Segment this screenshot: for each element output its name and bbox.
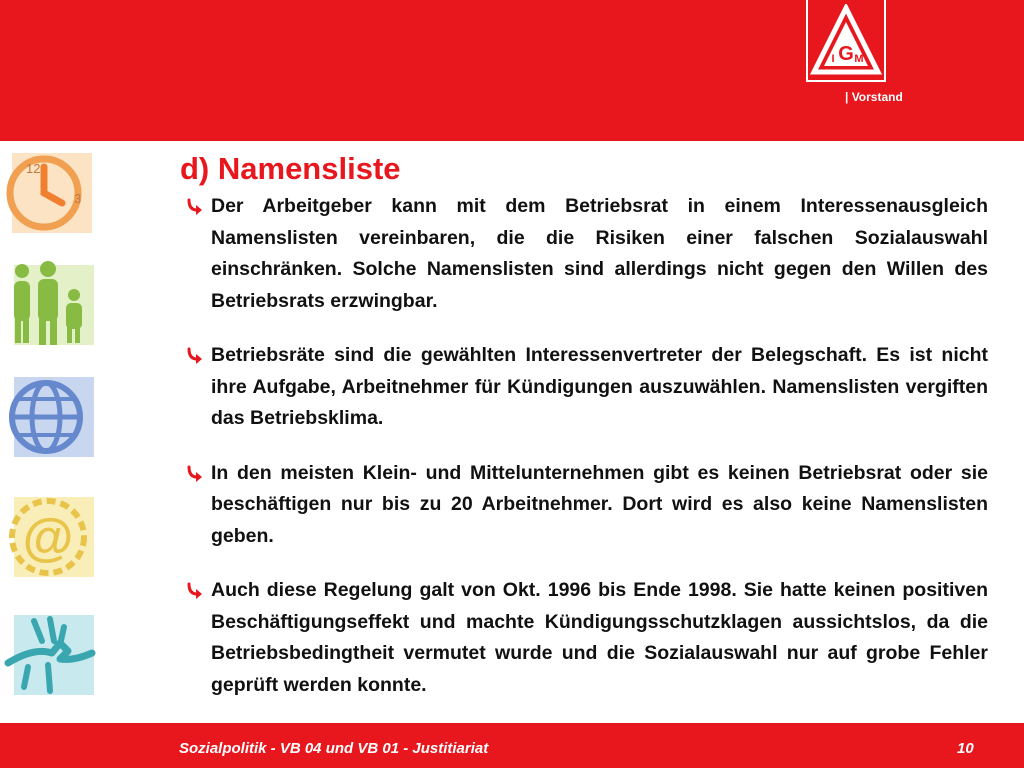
svg-text:12: 12 <box>26 161 41 176</box>
svg-text:3: 3 <box>74 191 82 206</box>
bullet-item <box>184 575 988 701</box>
bullet-text: In den meisten Klein- und Mittelunternehmen gibt es keinen Betriebsrat oder sie beschäftigen nur bis zu 20 Arbeitnehmer. Dort wird es also keine Namenslisten geben. <box>211 461 988 547</box>
bullet-item <box>184 458 988 553</box>
igm-logo-icon <box>810 4 882 76</box>
handshake-icon <box>4 607 96 699</box>
svg-text:M: M <box>854 53 864 65</box>
igm-logo <box>806 0 886 82</box>
at-sign-icon <box>4 489 96 581</box>
svg-text:I: I <box>831 53 835 65</box>
arrow-bullet-icon <box>184 346 204 366</box>
clock-icon <box>4 147 96 239</box>
arrow-bullet-icon <box>184 581 204 601</box>
svg-text:@: @ <box>22 509 74 567</box>
page-number: 10 <box>957 740 974 757</box>
svg-text:G: G <box>838 43 854 65</box>
globe-icon <box>4 369 96 461</box>
footer-text: Sozialpolitik - VB 04 und VB 01 - Justitiariat <box>179 740 489 757</box>
org-unit-label: | Vorstand <box>845 90 903 104</box>
bullet-list <box>184 191 988 724</box>
bullet-text: Betriebsräte sind die gewählten Interessenvertreter der Belegschaft. Es ist nicht ihre Aufgabe, Arbeitnehmer für Kündigungen auszuwählen. Namenslisten vergiften das Betriebsklima. <box>211 344 988 429</box>
header-bar <box>0 0 1024 141</box>
family-icon <box>4 257 96 349</box>
slide-title: d) Namensliste <box>180 151 401 186</box>
bullet-text: Auch diese Regelung galt von Okt. 1996 bis Ende 1998. Sie hatte keinen positiven Beschäftigungseffekt und machte Kündigungsschutzklagen aussichtslos, da die Betriebsbedingtheit vermutet wurde und die Sozialauswahl nur auf grobe Fehler geprüft werden konnte. <box>211 579 988 696</box>
bullet-item <box>184 191 988 317</box>
footer-bar <box>0 723 1024 768</box>
bullet-text: Der Arbeitgeber kann mit dem Betriebsrat in einem Interessenausgleich Namenslisten vereinbaren, die die Risiken einer falschen Sozialauswahl einschränken. Solche Namenslisten sind allerdings nicht gegen den Willen des Betriebsrats erzwingbar. <box>211 195 988 312</box>
side-icon-column <box>0 141 100 721</box>
bullet-item <box>184 340 988 435</box>
arrow-bullet-icon <box>184 464 204 484</box>
arrow-bullet-icon <box>184 197 204 217</box>
